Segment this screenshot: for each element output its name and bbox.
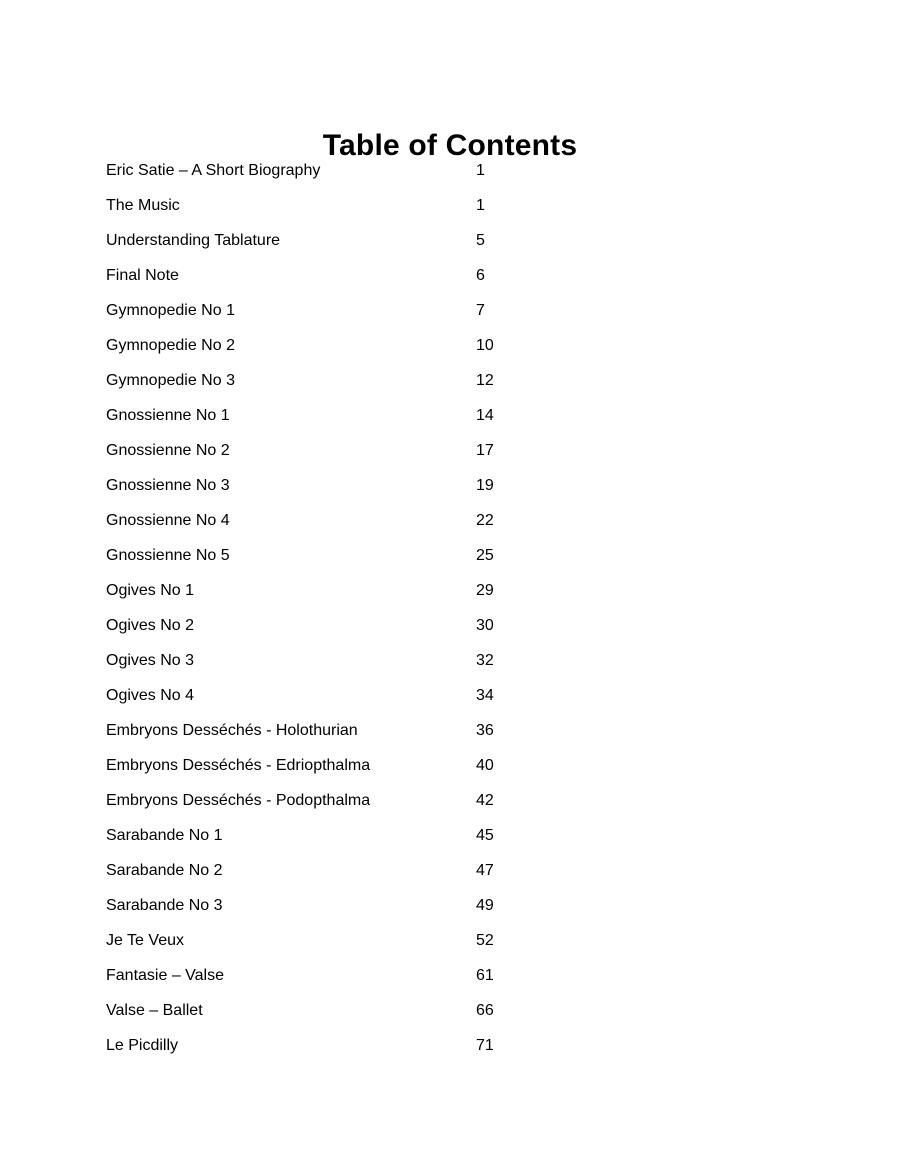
- toc-entry: [106, 264, 626, 299]
- toc-entry-page-number: 32: [476, 652, 494, 669]
- toc-entry-page-number: 1: [476, 197, 485, 214]
- page-title: Table of Contents: [322, 129, 578, 163]
- toc-entry-title: Gymnopedie No 3: [106, 372, 235, 389]
- toc-entry-page-number: 12: [476, 372, 494, 389]
- toc-entry-title: Le Picdilly: [106, 1037, 179, 1054]
- toc-list: [106, 159, 626, 1069]
- toc-entry-title: Gymnopedie No 2: [106, 337, 235, 354]
- toc-entry-page-number: 61: [476, 967, 494, 984]
- toc-entry: [106, 334, 626, 369]
- toc-entry-page-number: 52: [476, 932, 494, 949]
- toc-entry-page-number: 29: [476, 582, 494, 599]
- toc-entry: [106, 964, 626, 999]
- toc-entry-title: Gnossienne No 2: [106, 442, 230, 459]
- toc-entry-title: Gymnopedie No 1: [106, 302, 235, 319]
- toc-entry: [106, 194, 626, 229]
- toc-entry-title: Ogives No 4: [106, 687, 195, 704]
- toc-entry: [106, 299, 626, 334]
- toc-entry-title: Sarabande No 1: [106, 827, 223, 844]
- toc-entry-page-number: 14: [476, 407, 494, 424]
- toc-entry-page-number: 22: [476, 512, 494, 529]
- toc-entry-title: Sarabande No 3: [106, 897, 223, 914]
- toc-entry: [106, 159, 626, 194]
- toc-entry-page-number: 34: [476, 687, 494, 704]
- toc-entry-title: Gnossienne No 5: [106, 547, 230, 564]
- toc-entry-title: Gnossienne No 4: [106, 512, 230, 529]
- toc-entry: [106, 719, 626, 754]
- toc-entry: [106, 859, 626, 894]
- toc-entry: [106, 404, 626, 439]
- toc-entry-page-number: 1: [476, 162, 485, 179]
- toc-entry: [106, 649, 626, 684]
- toc-entry: [106, 369, 626, 404]
- toc-entry-page-number: 6: [476, 267, 485, 284]
- toc-entry-title: Ogives No 3: [106, 652, 195, 669]
- toc-entry-page-number: 10: [476, 337, 494, 354]
- toc-entry: [106, 999, 626, 1034]
- toc-entry: [106, 579, 626, 614]
- toc-entry: [106, 474, 626, 509]
- toc-entry-page-number: 25: [476, 547, 494, 564]
- toc-entry-page-number: 40: [476, 757, 494, 774]
- toc-entry-title: Gnossienne No 3: [106, 477, 230, 494]
- toc-entry: [106, 544, 626, 579]
- toc-entry-title: Embryons Desséchés - Edriopthalma: [106, 757, 371, 774]
- toc-entry-page-number: 45: [476, 827, 494, 844]
- toc-entry: [106, 614, 626, 649]
- toc-entry-page-number: 30: [476, 617, 494, 634]
- toc-entry-title: Ogives No 2: [106, 617, 195, 634]
- toc-entry-title: Valse – Ballet: [106, 1002, 203, 1019]
- toc-entry-title: Embryons Desséchés - Holothurian: [106, 722, 358, 739]
- toc-entry: [106, 439, 626, 474]
- toc-entry-title: Fantasie – Valse: [106, 967, 224, 984]
- toc-entry-title: The Music: [106, 197, 180, 214]
- toc-entry-title: Je Te Veux: [106, 932, 184, 949]
- toc-entry-page-number: 7: [476, 302, 485, 319]
- toc-entry-page-number: 42: [476, 792, 494, 809]
- toc-entry-title: Final Note: [106, 267, 179, 284]
- toc-entry-title: Eric Satie – A Short Biography: [106, 162, 321, 179]
- toc-entry-page-number: 49: [476, 897, 494, 914]
- toc-entry: [106, 754, 626, 789]
- toc-entry: [106, 684, 626, 719]
- toc-entry-page-number: 71: [476, 1037, 494, 1054]
- toc-entry-page-number: 5: [476, 232, 485, 249]
- toc-entry: [106, 929, 626, 964]
- toc-entry-title: Understanding Tablature: [106, 232, 281, 249]
- toc-entry: [106, 894, 626, 929]
- toc-entry: [106, 229, 626, 264]
- toc-entry-page-number: 17: [476, 442, 494, 459]
- toc-entry-title: Sarabande No 2: [106, 862, 223, 879]
- toc-entry: [106, 509, 626, 544]
- toc-entry: [106, 789, 626, 824]
- toc-entry-title: Embryons Desséchés - Podopthalma: [106, 792, 371, 809]
- toc-entry-page-number: 47: [476, 862, 494, 879]
- toc-entry-title: Ogives No 1: [106, 582, 195, 599]
- toc-entry: [106, 1034, 626, 1069]
- toc-entry-page-number: 19: [476, 477, 494, 494]
- toc-entry-page-number: 36: [476, 722, 494, 739]
- toc-entry-title: Gnossienne No 1: [106, 407, 230, 424]
- toc-entry: [106, 824, 626, 859]
- toc-entry-page-number: 66: [476, 1002, 494, 1019]
